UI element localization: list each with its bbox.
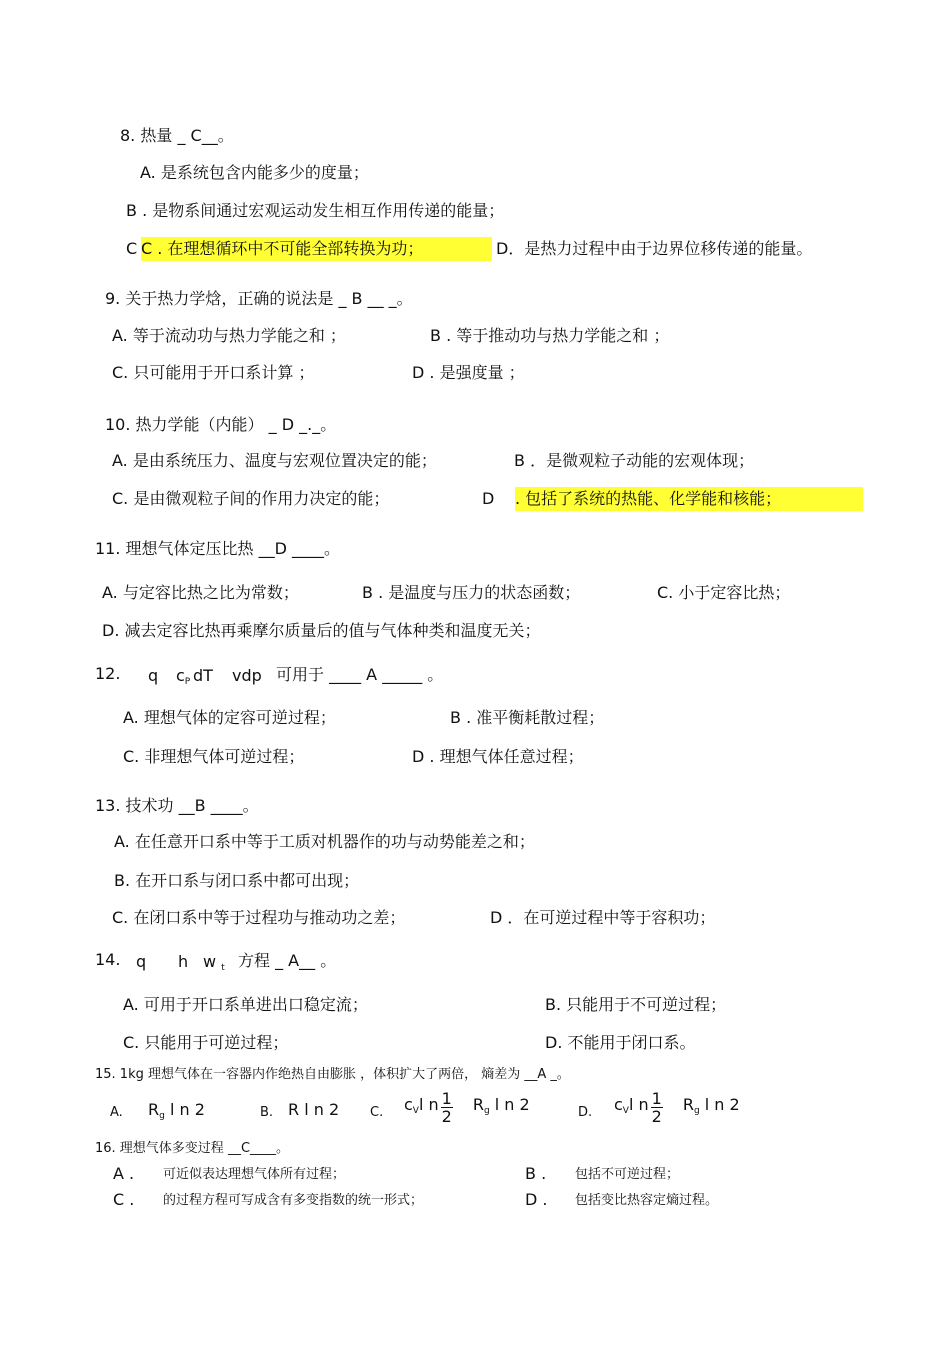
question-16-option-c: 的过程方程可写成含有多变指数的统一形式；: [163, 1193, 424, 1208]
question-10-option-a: A. 是由系统压力、温度与宏观位置决定的能；: [112, 451, 437, 470]
fraction-one-half: $\frac{1}{2}$: [441, 1089, 452, 1126]
question-11-stem: 11. 理想气体定压比热 __D ____。: [95, 539, 341, 558]
question-16-option-d-label: D .: [525, 1190, 548, 1209]
question-13-option-a: A. 在任意开口系中等于工质对机器作的功与动势能差之和；: [114, 832, 535, 851]
question-15-option-b: R l n 2: [288, 1100, 340, 1119]
question-14-number: 14.: [95, 950, 121, 969]
question-14-option-a: A. 可用于开口系单进出口稳定流；: [123, 995, 368, 1014]
question-16-option-b: 包括不可逆过程；: [575, 1167, 680, 1182]
question-9-option-c: C. 只可能用于开口系计算 ；: [112, 363, 315, 382]
question-8-option-c: C: [126, 239, 138, 258]
question-12-formula-dt: dT: [193, 666, 213, 685]
question-9-option-d: D . 是强度量 ；: [412, 363, 525, 382]
question-9-option-b: B . 等于推动功与热力学能之和 ；: [430, 326, 670, 345]
question-14-formula-h: h: [178, 952, 189, 971]
question-13-stem: 13. 技术功 __B ____。: [95, 796, 259, 815]
question-15-option-c: $c_Vl$ n $\frac{1}{2}$ $R_g$ l n 2: [404, 1089, 530, 1126]
question-12-stem-tail: 可用于 ____ A _____ 。: [276, 665, 444, 684]
question-8-option-b: B . 是物系间通过宏观运动发生相互作用传递的能量；: [126, 201, 505, 220]
question-12-option-d: D . 理想气体任意过程；: [412, 747, 584, 766]
question-8-stem: 8. 热量 _ C__。: [120, 126, 234, 145]
question-8-option-d: D．是热力过程中由于边界位移传递的能量。: [496, 239, 813, 258]
question-12-formula-q: q: [148, 666, 159, 685]
question-12-formula-cp: $c_P$: [176, 666, 191, 687]
question-15-option-d-label: D.: [578, 1105, 593, 1120]
question-10-stem: 10. 热力学能（内能） _ D _._。: [105, 415, 337, 434]
question-14-formula-q: q: [136, 952, 147, 971]
question-12-formula-vdp: vdp: [232, 666, 262, 685]
question-10-option-c: C. 是由微观粒子间的作用力决定的能；: [112, 489, 390, 508]
question-9-stem: 9. 关于热力学焓，正确的说法是 _ B __ _。: [105, 289, 413, 308]
question-13-option-d: D ．在可逆过程中等于容积功；: [490, 908, 716, 927]
question-8-option-a: A. 是系统包含内能多少的度量；: [140, 163, 369, 182]
question-11-option-a: A. 与定容比热之比为常数；: [102, 583, 299, 602]
question-10-option-d-label: D: [482, 489, 495, 508]
question-14-stem-tail: 方程 _ A__ 。: [238, 951, 337, 970]
question-13-option-b: B. 在开口系与闭口系中都可出现；: [114, 871, 360, 890]
question-14-formula-w: w $_t$: [203, 952, 225, 973]
question-15-option-c-label: C.: [370, 1105, 384, 1120]
question-15-option-a-label: A.: [110, 1105, 123, 1120]
question-10-option-b: B ．是微观粒子动能的宏观体现；: [514, 451, 755, 470]
question-14-option-d: D. 不能用于闭口系。: [545, 1033, 696, 1052]
question-14-option-b: B. 只能用于不可逆过程；: [545, 995, 727, 1014]
question-12-number: 12.: [95, 664, 121, 683]
question-13-option-c: C. 在闭口系中等于过程功与推动功之差；: [112, 908, 406, 927]
question-10-option-d: . 包括了系统的热能、化学能和核能；: [515, 489, 782, 508]
question-11-option-c: C. 小于定容比热；: [657, 583, 791, 602]
question-15-option-d: $c_Vl$ n $\frac{1}{2}$ $R_g$ l n 2: [614, 1089, 740, 1126]
question-15-stem: 15. 1kg 理想气体在一容器内作绝热自由膨胀 ，体积扩大了两倍， 熵差为 __A _。: [95, 1067, 570, 1082]
question-16-option-a: 可近似表达理想气体所有过程；: [163, 1167, 346, 1182]
question-16-option-a-label: A .: [113, 1164, 135, 1183]
question-16-stem: 16. 理想气体多变过程 __C____。: [95, 1141, 290, 1156]
fraction-one-half: $\frac{1}{2}$: [651, 1089, 662, 1126]
question-9-option-a: A. 等于流动功与热力学能之和 ；: [112, 326, 346, 345]
question-12-option-c: C. 非理想气体可逆过程；: [123, 747, 305, 766]
question-15-option-a: $R_g$ l n 2: [148, 1100, 205, 1121]
question-12-option-a: A. 理想气体的定容可逆过程；: [123, 708, 336, 727]
question-8-option-c-text: C . 在理想循环中不可能全部转换为功；: [141, 239, 424, 258]
question-16-option-c-label: C .: [113, 1190, 135, 1209]
question-14-option-c: C. 只能用于可逆过程；: [123, 1033, 289, 1052]
question-11-option-d: D. 减去定容比热再乘摩尔质量后的值与气体种类和温度无关；: [102, 621, 541, 640]
question-15-option-b-label: B.: [260, 1105, 274, 1120]
question-16-option-b-label: B .: [525, 1164, 547, 1183]
question-11-option-b: B . 是温度与压力的状态函数；: [362, 583, 581, 602]
question-16-option-d: 包括变比热容定熵过程。: [575, 1193, 719, 1208]
question-12-option-b: B . 准平衡耗散过程；: [450, 708, 605, 727]
